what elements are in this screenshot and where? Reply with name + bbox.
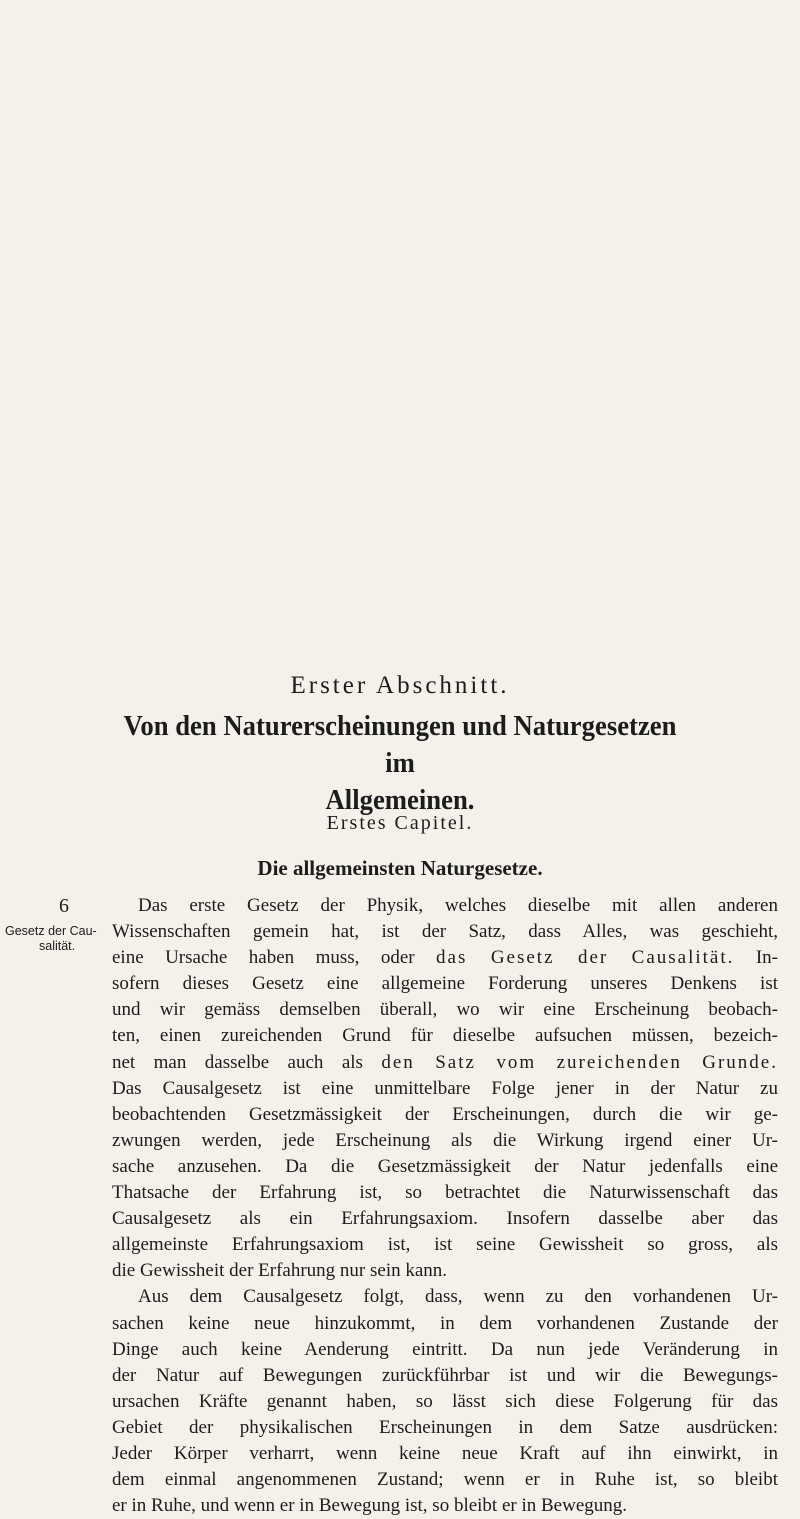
main-title: [106, 708, 695, 819]
text-segment: Wissenschaften gemein hat, ist der Satz, dass Alles, was geschieht,: [112, 921, 778, 943]
main-title-line-1: Von den Naturerscheinungen und Naturgesetzen im: [123, 710, 677, 779]
text-segment: und wir gemäss demselben überall, wo wir eine Erscheinung beobach-: [112, 999, 778, 1021]
text-segment: Aus dem Causalgesetz folgt, dass, wenn zu den vorhandenen Ur-: [138, 1286, 778, 1308]
text-line: [112, 1284, 778, 1310]
text-line: [112, 1441, 778, 1467]
text-segment: dem einmal angenommenen Zustand; wenn er in Ruhe ist, so bleibt: [112, 1469, 778, 1491]
text-line: [112, 1076, 778, 1102]
text-segment: ursachen Kräfte genannt haben, so lässt sich diese Folgerung für das: [112, 1390, 778, 1412]
text-line: [112, 1389, 778, 1415]
text-segment: Causalgesetz als ein Erfahrungsaxiom. Insofern dasselbe aber das: [112, 1208, 778, 1230]
emphasized-text: das Gesetz der Causalität.: [436, 947, 735, 969]
text-line: [112, 1258, 778, 1284]
text-line: [112, 1180, 778, 1206]
text-segment: eine Ursache haben muss, oder: [112, 947, 437, 969]
text-line: [112, 1128, 778, 1154]
text-line: [112, 1232, 778, 1258]
margin-note: [5, 924, 108, 954]
text-segment: Jeder Körper verharrt, wenn keine neue Kraft auf ihn einwirkt, in: [112, 1442, 778, 1464]
body-text: [112, 893, 778, 1519]
text-line: [112, 1467, 778, 1493]
paragraph-number: 6: [59, 895, 69, 917]
text-line: [112, 1415, 778, 1441]
text-segment: sache anzusehen. Da die Gesetzmässigkeit der Natur jedenfalls eine: [112, 1155, 778, 1177]
text-line: [112, 1206, 778, 1232]
text-segment: Das erste Gesetz der Physik, welches dieselbe mit allen anderen: [138, 895, 778, 916]
text-segment: beobachtenden Gesetzmässigkeit der Erscheinungen, durch die wir ge-: [112, 1103, 778, 1125]
text-line: [112, 893, 778, 919]
text-segment: allgemeinste Erfahrungsaxiom ist, ist seine Gewissheit so gross, als: [112, 1234, 778, 1256]
text-line: [112, 1337, 778, 1363]
text-line: [112, 1050, 778, 1076]
text-segment: In-: [734, 947, 778, 969]
text-segment: Gebiet der physikalischen Erscheinungen in dem Satze ausdrücken:: [112, 1416, 778, 1438]
text-line: [112, 1102, 778, 1128]
text-segment: ten, einen zureichenden Grund für dieselbe aufsuchen müssen, bezeich-: [112, 1025, 778, 1047]
chapter-heading: Erstes Capitel.: [326, 812, 474, 834]
text-line: [112, 1023, 778, 1049]
emphasized-text: den Satz vom zureichenden Grunde.: [381, 1051, 778, 1073]
text-segment: sofern dieses Gesetz eine allgemeine Forderung unseres Denkens ist: [112, 973, 778, 995]
text-segment: Dinge auch keine Aenderung eintritt. Da nun jede Veränderung in: [112, 1338, 778, 1360]
main-title-line-2: Allgemeinen.: [325, 784, 475, 816]
text-line: [112, 997, 778, 1023]
text-line: [112, 1363, 778, 1389]
text-segment: er in Ruhe, und wenn er in Bewegung ist, so bleibt er in Bewegung.: [112, 1495, 628, 1517]
text-segment: net man dasselbe auch als: [112, 1051, 382, 1073]
text-line: [112, 919, 778, 945]
text-segment: die Gewissheit der Erfahrung nur sein kann.: [112, 1260, 448, 1282]
text-line: [112, 1493, 778, 1519]
text-line: [112, 1154, 778, 1180]
margin-note-line-1: Gesetz der Cau-: [5, 924, 97, 938]
text-line: [112, 945, 778, 971]
section-heading: Erster Abschnitt.: [290, 672, 510, 699]
text-segment: Das Causalgesetz ist eine unmittelbare Folge jener in der Natur zu: [112, 1077, 778, 1099]
text-segment: Thatsache der Erfahrung ist, so betrachtet die Naturwissenschaft das: [112, 1182, 778, 1204]
text-line: [112, 1311, 778, 1337]
text-line: [112, 971, 778, 997]
margin-note-line-2: salität.: [39, 939, 76, 953]
text-segment: sachen keine neue hinzukommt, in dem vorhandenen Zustande der: [112, 1312, 778, 1334]
text-segment: der Natur auf Bewegungen zurückführbar ist und wir die Bewegungs-: [112, 1364, 778, 1386]
chapter-title: Die allgemeinsten Naturgesetze.: [257, 856, 543, 880]
text-segment: zwungen werden, jede Erscheinung als die Wirkung irgend einer Ur-: [112, 1129, 778, 1151]
